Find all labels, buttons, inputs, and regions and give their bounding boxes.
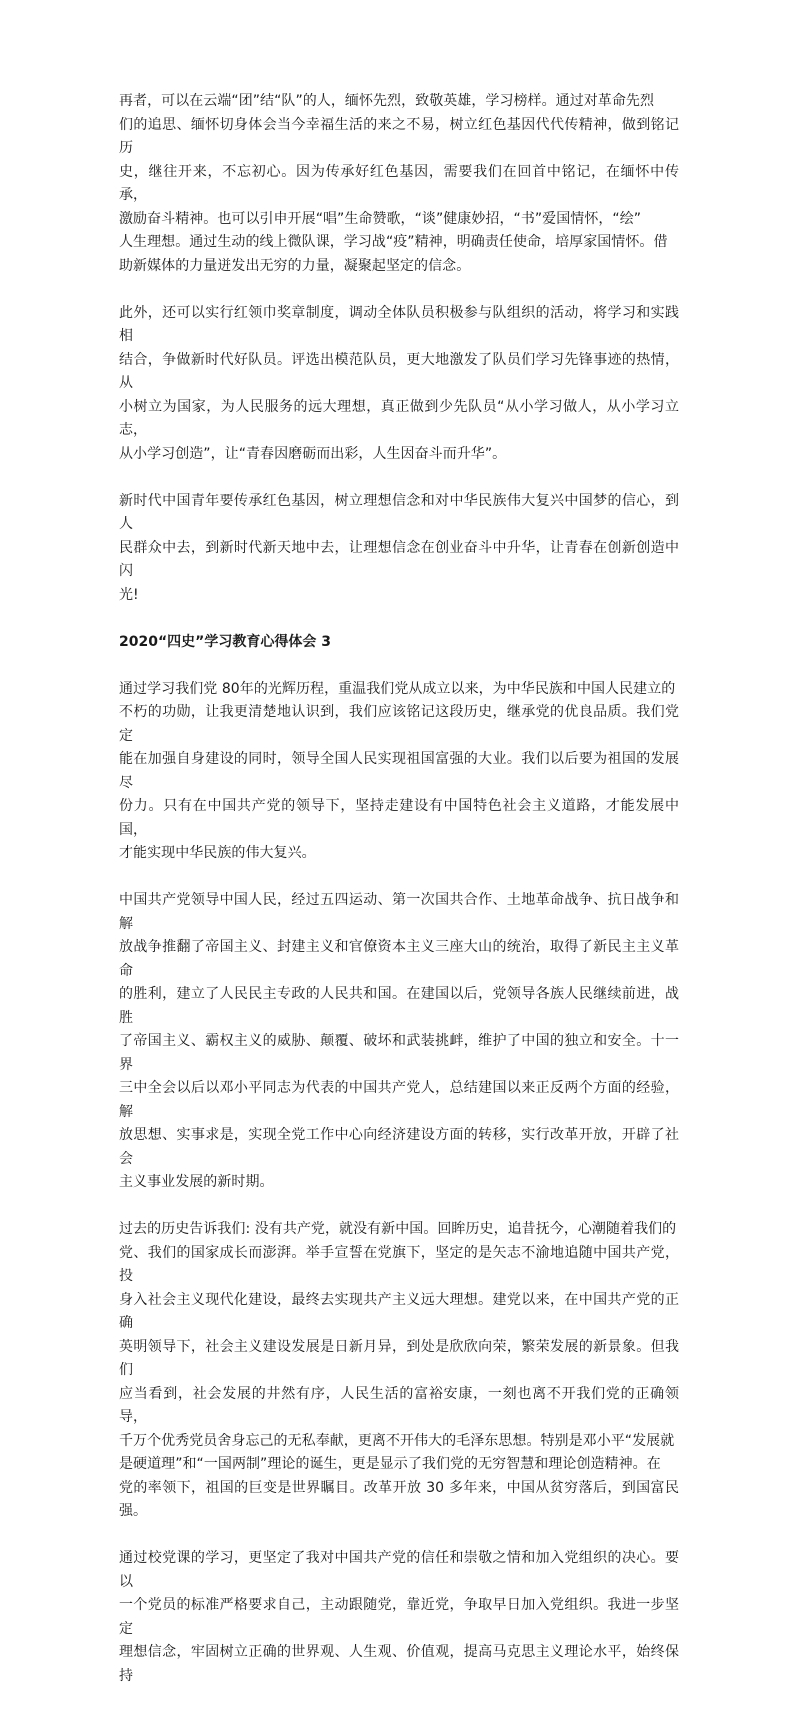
text-line: 民群众中去，到新时代新天地中去，让理想信念在创业奋斗中升华，让青春在创新创造中闪 — [119, 539, 679, 579]
text-line: 理想信念，牢固树立正确的世界观、人生观、价值观，提高马克思主义理论水平，始终保持 — [119, 1644, 679, 1684]
paragraph-gap — [119, 1688, 679, 1712]
text-line: 份力。只有在中国共产党的领导下，坚持走建设有中国特色社会主义道路，才能发展中国， — [119, 798, 679, 838]
paragraph-gap — [119, 607, 679, 631]
text-line: 光! — [119, 586, 139, 603]
text-line: 小树立为国家，为人民服务的远大理想，真正做到少先队员“从小学习做人，从小学习立志， — [119, 398, 679, 438]
text-line: 放战争推翻了帝国主义、封建主义和官僚资本主义三座大山的统治，取得了新民主主义革命 — [119, 939, 679, 979]
text-line: 人生理想。通过生动的线上微队课，学习战“疫”精神，明确责任使命，培厚家国情怀。借 — [119, 234, 668, 250]
text-line: 中国共产党领导中国人民，经过五四运动、第一次国共合作、土地革命战争、抗日战争和解 — [119, 892, 679, 932]
paragraph — [119, 90, 679, 278]
text-line: 从小学习创造”，让“青春因磨砺而出彩，人生因奋斗而升华”。 — [119, 445, 507, 462]
paragraph — [119, 490, 679, 608]
text-line: 再者，可以在云端“团”结“队”的人，缅怀先烈，致敬英雄，学习榜样。通过对革命先烈 — [119, 93, 655, 109]
paragraph — [119, 1218, 679, 1524]
text-line: 激励奋斗精神。也可以引申开展“唱”生命赞歌，“谈”健康妙招，“书”爱国情怀，“绘” — [119, 210, 642, 227]
text-line: 们的追思、缅怀切身体会当今幸福生活的来之不易，树立红色基因代代传精神，做到铭记历 — [119, 116, 679, 156]
document-page — [119, 90, 679, 1712]
text-line: 此外，还可以实行红领巾奖章制度，调动全体队员积极参与队组织的活动，将学习和实践相 — [119, 304, 679, 344]
text-line: 才能实现中华民族的伟大复兴。 — [119, 845, 316, 861]
paragraph-gap — [119, 1524, 679, 1548]
text-line: 应当看到，社会发展的井然有序，人民生活的富裕安康，一刻也离不开我们党的正确领导， — [119, 1385, 679, 1425]
text-line: 通过学习我们党 80年的光辉历程，重温我们党从成立以来，为中华民族和中国人民建立的 — [119, 680, 676, 697]
paragraph-gap — [119, 866, 679, 890]
text-line: 不朽的功勋，让我更清楚地认识到，我们应该铭记这段历史，继承党的优良品质。我们党定 — [119, 704, 679, 744]
paragraph — [119, 889, 679, 1195]
text-line: 新时代中国青年要传承红色基因，树立理想信念和对中华民族伟大复兴中国梦的信心，到人 — [119, 492, 679, 532]
paragraph-gap — [119, 278, 679, 302]
text-line: 身入社会主义现代化建设，最终去实现共产主义远大理想。建党以来，在中国共产党的正确 — [119, 1291, 679, 1331]
text-line: 的胜利，建立了人民民主专政的人民共和国。在建国以后，党领导各族人民继续前进，战胜 — [119, 986, 679, 1026]
paragraph — [119, 1547, 679, 1688]
text-line: 三中全会以后以邓小平同志为代表的中国共产党人，总结建国以来正反两个方面的经验，解 — [119, 1080, 679, 1120]
paragraph — [119, 302, 679, 467]
text-line: 放思想、实事求是，实现全党工作中心向经济建设方面的转移，实行改革开放，开辟了社会 — [119, 1127, 679, 1167]
paragraph-gap — [119, 466, 679, 490]
text-line: 过去的历史告诉我们: 没有共产党，就没有新中国。回眸历史，追昔抚今，心潮随着我们的 — [119, 1221, 677, 1237]
paragraph-gap — [119, 654, 679, 678]
text-line: 了帝国主义、霸权主义的威胁、颠覆、破坏和武装挑衅，维护了中国的独立和安全。十一界 — [119, 1033, 679, 1073]
paragraph-gap — [119, 1195, 679, 1219]
text-line: 助新媒体的力量迸发出无穷的力量，凝聚起坚定的信念。 — [119, 257, 471, 274]
section-heading: 2020“四史”学习教育心得体会 3 — [119, 633, 331, 650]
text-line: 结合，争做新时代好队员。评选出模范队员，更大地激发了队员们学习先锋事迹的热情，从 — [119, 351, 679, 391]
text-line: 一个党员的标准严格要求自己，主动跟随党，靠近党，争取早日加入党组织。我进一步坚定 — [119, 1597, 679, 1637]
text-line: 英明领导下，社会主义建设发展是日新月异，到处是欣欣向荣，繁荣发展的新景象。但我们 — [119, 1338, 679, 1378]
text-line: 主义事业发展的新时期。 — [119, 1174, 274, 1190]
text-line: 千万个优秀党员舍身忘己的无私奉献，更离不开伟大的毛泽东思想。特别是邓小平“发展就 — [119, 1432, 675, 1449]
text-line: 通过校党课的学习，更坚定了我对中国共产党的信任和崇敬之情和加入党组织的决心。要以 — [119, 1550, 679, 1590]
paragraph — [119, 678, 679, 866]
text-line: 党、我们的国家成长而澎湃。举手宣誓在党旗下，坚定的是矢志不渝地追随中国共产党，投 — [119, 1244, 679, 1284]
text-line: 史，继往开来，不忘初心。因为传承好红色基因，需要我们在回首中铭记，在缅怀中传承， — [119, 163, 679, 203]
text-line: 党的率领下，祖国的巨变是世界瞩目。改革开放 30 多年来，中国从贫穷落后，到国富民强。 — [119, 1479, 679, 1519]
text-line: 能在加强自身建设的同时，领导全国人民实现祖国富强的大业。我们以后要为祖国的发展尽 — [119, 751, 679, 791]
text-line: 是硬道理”和“一国两制”理论的诞生，更是显示了我们党的无穷智慧和理论创造精神。在 — [119, 1456, 661, 1472]
